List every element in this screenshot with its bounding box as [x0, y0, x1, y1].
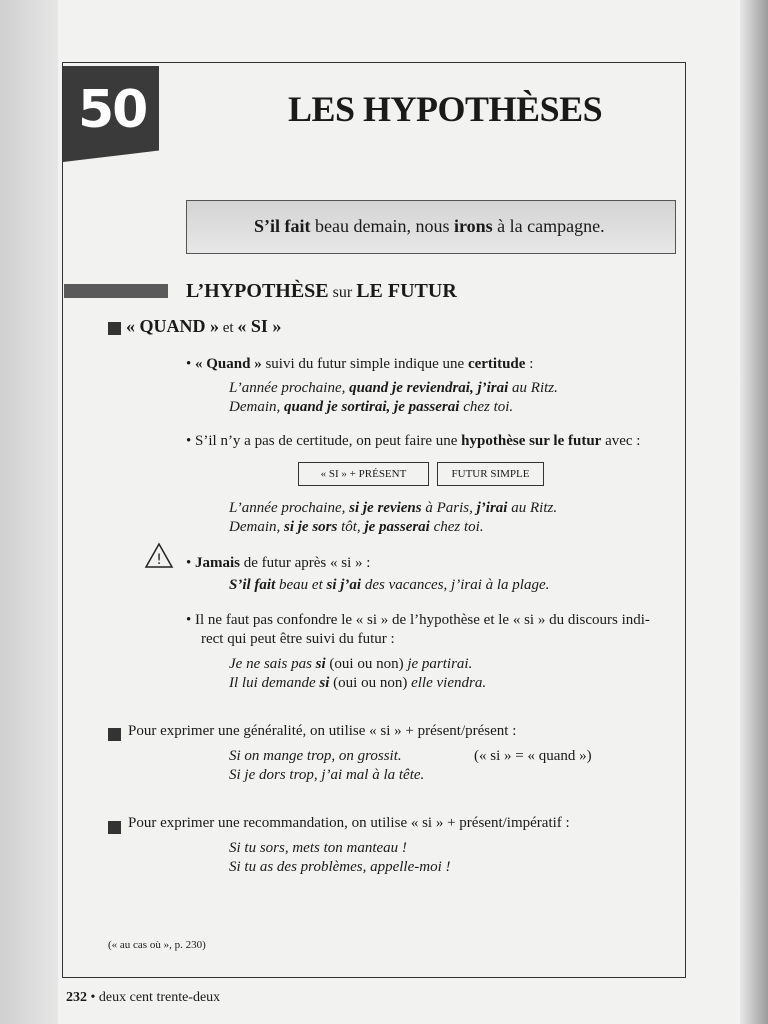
- example-line: Il lui demande si (oui ou non) elle viendra.: [229, 675, 487, 691]
- example-line: Je ne sais pas si (oui ou non) je partirai.: [229, 656, 473, 672]
- bullet-confondre: • Il ne faut pas confondre le « si » de l’hypothèse et le « si » du discours indi-: [186, 612, 650, 628]
- chapter-number: 50: [78, 80, 147, 140]
- subsection-title: « QUAND » et « SI »: [126, 316, 282, 336]
- formula-si-present: « SI » + PRÉSENT: [298, 462, 429, 486]
- example-line: S’il fait beau et si j’ai des vacances, j’irai à la plage.: [229, 577, 550, 593]
- bullet-jamais: • Jamais de futur après « si » :: [186, 555, 371, 571]
- example-line: Si tu sors, mets ton manteau !: [229, 840, 407, 856]
- example-line: Si on mange trop, on grossit.: [229, 748, 402, 764]
- page-footer: 232 • deux cent trente-deux: [66, 990, 221, 1005]
- key-example: S’il fait beau demain, nous irons à la campagne.: [254, 216, 605, 236]
- bullet-confondre-cont: rect qui peut être suivi du futur :: [201, 631, 395, 647]
- example-line: L’année prochaine, quand je reviendrai, j’irai au Ritz.: [229, 380, 558, 396]
- generalite-note: (« si » = « quand »): [474, 748, 592, 764]
- svg-text:!: !: [156, 552, 162, 568]
- bullet-quand: • « Quand » suivi du futur simple indique une certitude :: [186, 356, 534, 372]
- page-title: LES HYPOTHÈSES: [288, 89, 603, 129]
- cross-reference: (« au cas où », p. 230): [108, 939, 206, 951]
- example-line: Demain, si je sors tôt, je passerai chez toi.: [229, 519, 484, 535]
- generalite-rule: Pour exprimer une généralité, on utilise « si » + présent/présent :: [128, 723, 517, 739]
- recommandation-rule: Pour exprimer une recommandation, on utilise « si » + présent/impératif :: [128, 815, 570, 831]
- formula-futur-simple: FUTUR SIMPLE: [437, 462, 544, 486]
- subsection-square-icon: [108, 322, 121, 335]
- example-line: L’année prochaine, si je reviens à Paris, j’irai au Ritz.: [229, 500, 558, 516]
- generalite-square-icon: [108, 728, 121, 741]
- bullet-hypothese: • S’il n’y a pas de certitude, on peut faire une hypothèse sur le futur avec :: [186, 433, 641, 449]
- example-line: Si je dors trop, j’ai mal à la tête.: [229, 767, 425, 783]
- warning-icon: [144, 542, 174, 569]
- example-line: Si tu as des problèmes, appelle-moi !: [229, 859, 451, 875]
- page-binding-shadow: [740, 0, 768, 1024]
- recommandation-square-icon: [108, 821, 121, 834]
- example-line: Demain, quand je sortirai, je passerai chez toi.: [229, 399, 514, 415]
- section-marker-bar: [64, 284, 168, 298]
- page-left-edge: [0, 0, 58, 1024]
- section-title: L’HYPOTHÈSE sur LE FUTUR: [186, 280, 457, 302]
